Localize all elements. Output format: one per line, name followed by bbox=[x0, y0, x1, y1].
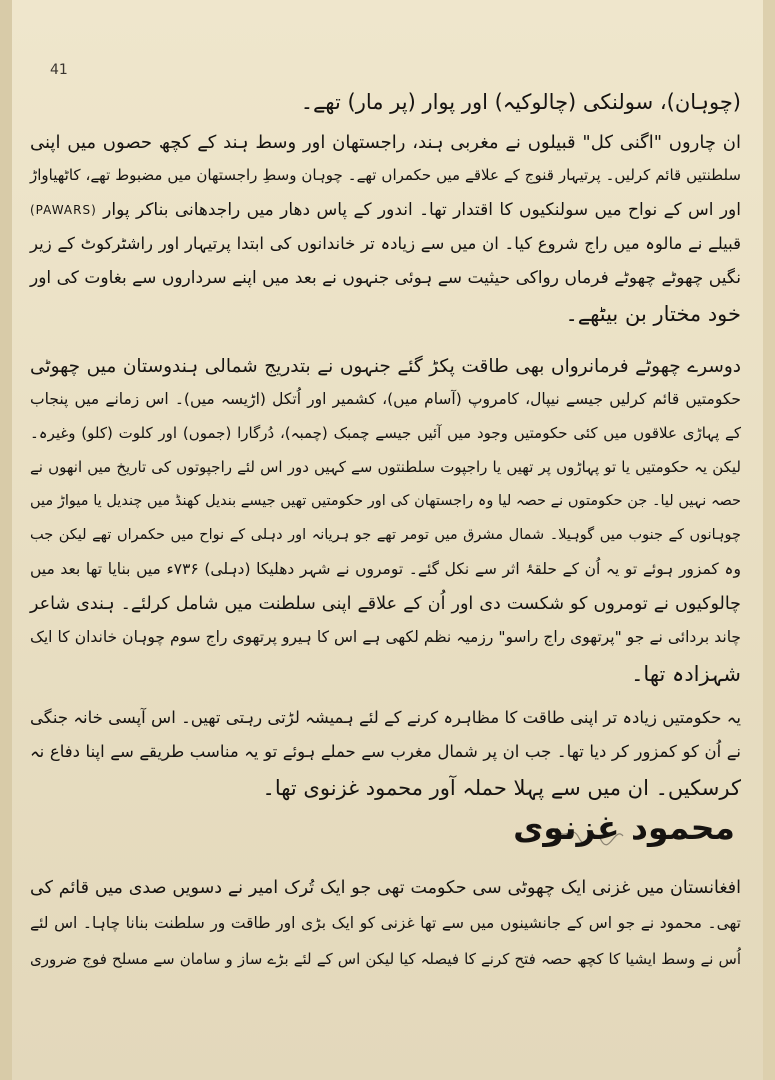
text-line: ان چاروں "اگنی کل" قبیلوں نے مغربی ہند، راجستھان اور وسط ہند کے کچھ حصوں میں اپنی bbox=[30, 132, 741, 153]
text-line: وہ کمزور ہوئے تو یہ اُن کے حلقۂ اثر سے نکل گئے۔ تومروں نے شہر دھلیکا (دہلی) ۷۳۶ء میں بنایا تھا بعد میں bbox=[30, 560, 741, 578]
text-line: دوسرے چھوٹے فرمانرواں بھی طاقت پکڑ گئے جنہوں نے بتدریج شمالی ہندوستان میں چھوٹی bbox=[30, 356, 741, 377]
text-line: چالوکیوں نے تومروں کو شکست دی اور اُن کے علاقے اپنی سلطنت میں شامل کرلئے۔ ہندی شاعر bbox=[30, 594, 741, 614]
text-line: لیکن یہ حکومتیں یا تو پہاڑوں پر تھیں یا راجپوت سلطنتوں سے کہیں دور اس لئے راجپوتوں کی تاریخ میں انھوں نے bbox=[30, 458, 741, 476]
text-line: افغانستان میں غزنی ایک چھوٹی سی حکومت تھی جو ایک تُرک امیر نے دسویں صدی میں قائم کی bbox=[30, 878, 741, 898]
text-line: نے اُن کو کمزور کر دیا تھا۔ جب ان پر شمال مغرب سے حملے ہوئے تو یہ مناسب طریقے سے اپنا دفاع نہ bbox=[30, 742, 741, 761]
section-heading: محمود غزنوی bbox=[513, 808, 735, 847]
text-line: یہ حکومتیں زیادہ تر اپنی طاقت کا مظاہرہ کرنے کے لئے ہمیشہ لڑتی رہتی تھیں۔ اس آپسی خانہ جنگی bbox=[30, 708, 741, 727]
text-line: کرسکیں۔ ان میں سے پہلا حملہ آور محمود غزنوی تھا۔ bbox=[262, 776, 741, 800]
latin-term: (PAWARS) bbox=[30, 203, 97, 217]
text-line: کے پہاڑی علاقوں میں کئی حکومتیں وجود میں آئیں جیسے چمبک (چمبہ)، دُرگارا (جموں) اور کلوت (کلو) وغیرہ۔ bbox=[30, 424, 741, 442]
text-line: خود مختار بن بیٹھے۔ bbox=[565, 302, 741, 326]
text-line: (چوہان)، سولنکی (چالوکیہ) اور پوار (پر مار) تھے۔ bbox=[300, 90, 741, 114]
text-segment: اور اس کے نواح میں سولنکیوں کا اقتدار تھا۔ اندور کے پاس دھار میں راجدھانی بناکر پوار bbox=[103, 200, 741, 220]
text-line: تھی۔ محمود نے جو اس کے جانشینوں میں سے تھا غزنی کو ایک بڑی اور طاقت ور سلطنت بنانا چاہا۔ اس لئے bbox=[30, 914, 741, 932]
text-line: حکومتیں قائم کرلیں جیسے نیپال، کامروپ (آسام میں)، کشمیر اور اُتکل (اڑیسہ میں)۔ اس زمانے میں پنجاب bbox=[30, 390, 741, 408]
text-line: شہزادہ تھا۔ bbox=[631, 662, 741, 686]
page-edge-left bbox=[0, 0, 12, 1080]
text-line: اُس نے وسط ایشیا کا کچھ حصہ فتح کرنے کا فیصلہ کیا لیکن اس کے لئے بڑے ساز و سامان سے مسلح فوج ضروری bbox=[30, 950, 741, 968]
page-number: 41 bbox=[50, 62, 68, 78]
text-line: چوہانوں کے جنوب میں گوہیلا۔ شمال مشرق میں تومر تھے جو ہریانہ اور دہلی کے نواح میں حکمراں تھے لیکن جب bbox=[30, 527, 741, 543]
text-line: نگیں چھوٹے چھوٹے فرماں رواکی حیثیت سے ہوئی جنہوں نے بعد میں اپنے سرداروں سے بغاوت کی اور bbox=[30, 268, 741, 288]
text-line-with-latin bbox=[30, 202, 741, 219]
text-line: چاند بردائی نے جو "پرتھوی راج راسو" رزمیہ نظم لکھی ہے اس کا ہیرو پرتھوی راج سوم چوہان خاندان کا ایک bbox=[30, 628, 741, 646]
text-line: حصہ نہیں لیا۔ جن حکومتوں نے حصہ لیا وہ راجستھان کی اور حکومتیں تھیں جیسے بندیل کھنڈ میں چندیل یا میواڑ میں bbox=[30, 493, 741, 509]
page-edge-right bbox=[763, 0, 775, 1080]
text-line: قبیلے نے مالوہ میں راج شروع کیا۔ ان میں سے زیادہ تر خاندانوں کی ابتدا پرتیہار اور راشٹرکوٹ کے زیر bbox=[30, 234, 741, 253]
text-line: سلطنتیں قائم کرلیں۔ پرتیہار قنوج کے علاقے میں حکمراں تھے۔ چوہان وسطِ راجستھان میں مضبوط تھے، کاٹھیاواڑ bbox=[30, 166, 741, 184]
